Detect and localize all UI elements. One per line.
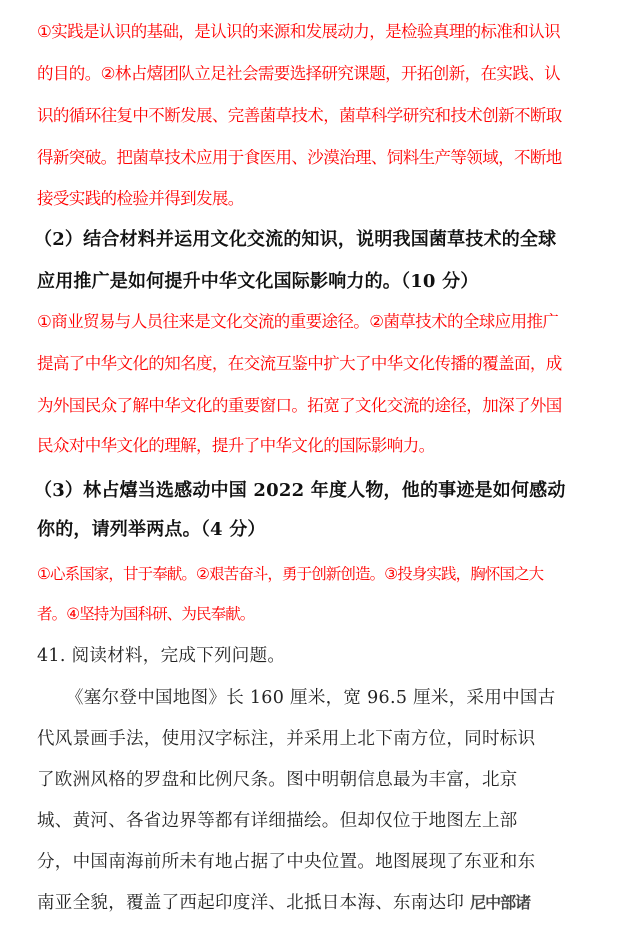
question-41-title: 41. 阅读材料，完成下列问题。 (37, 646, 286, 666)
answer-line: 者。④坚持为国科研、为民奉献。 (37, 605, 255, 623)
material-line: 城、黄河、各省边界等都有详细描绘。但却仅位于地图左上部 (37, 811, 518, 831)
question-line: （2）结合材料并运用文化交流的知识，说明我国菌草技术的全球 (34, 229, 557, 250)
material-line: 了欧洲风格的罗盘和比例尺条。图中明朝信息最为丰富，北京 (37, 770, 518, 790)
answer-line: 为外国民众了解中华文化的重要窗口。拓宽了文化交流的途径，加深了外国 (37, 396, 562, 415)
material-line-tail: 尼中部诸 (470, 893, 531, 912)
answer-line: ①实践是认识的基础，是认识的来源和发展动力，是检验真理的标准和认识 (37, 22, 560, 41)
answer-line: 提高了中华文化的知名度，在交流互鉴中扩大了中华文化传播的覆盖面，成 (37, 354, 562, 373)
material-line: 代风景画手法，使用汉字标注，并采用上北下南方位，同时标识 (37, 729, 536, 749)
answer-line: ①商业贸易与人员往来是文化交流的重要途径。②菌草技术的全球应用推广 (37, 312, 559, 331)
question-line: （3）林占熺当选感动中国 2022 年度人物，他的事迹是如何感动 (34, 480, 566, 501)
answer-line: 得新突破。把菌草技术应用于食医用、沙漠治理、饲料生产等领域，不断地 (37, 148, 562, 167)
answer-line: 的目的。②林占熺团队立足社会需要选择研究课题，开拓创新，在实践、认 (37, 64, 560, 83)
material-line (37, 895, 530, 913)
answer-line: 民众对中华文化的理解，提升了中华文化的国际影响力。 (37, 436, 435, 455)
material-line: 《塞尔登中国地图》长 160 厘米，宽 96.5 厘米，采用中国古 (66, 688, 556, 708)
material-line-text: 南亚全貌，覆盖了西起印度洋、北抵日本海、东南达印 (37, 893, 465, 913)
question-line: 应用推广是如何提升中华文化国际影响力的。（10 分） (37, 271, 479, 292)
answer-line: ①心系国家，甘于奉献。②艰苦奋斗，勇于创新创造。③投身实践，胸怀国之大 (37, 565, 544, 583)
answer-line: 识的循环往复中不断发展、完善菌草技术，菌草科学研究和技术创新不断取 (37, 106, 562, 125)
answer-line: 接受实践的检验并得到发展。 (37, 189, 244, 208)
material-line: 分，中国南海前所未有地占据了中央位置。地图展现了东亚和东 (37, 852, 536, 872)
question-line: 你的，请列举两点。（4 分） (37, 519, 266, 540)
